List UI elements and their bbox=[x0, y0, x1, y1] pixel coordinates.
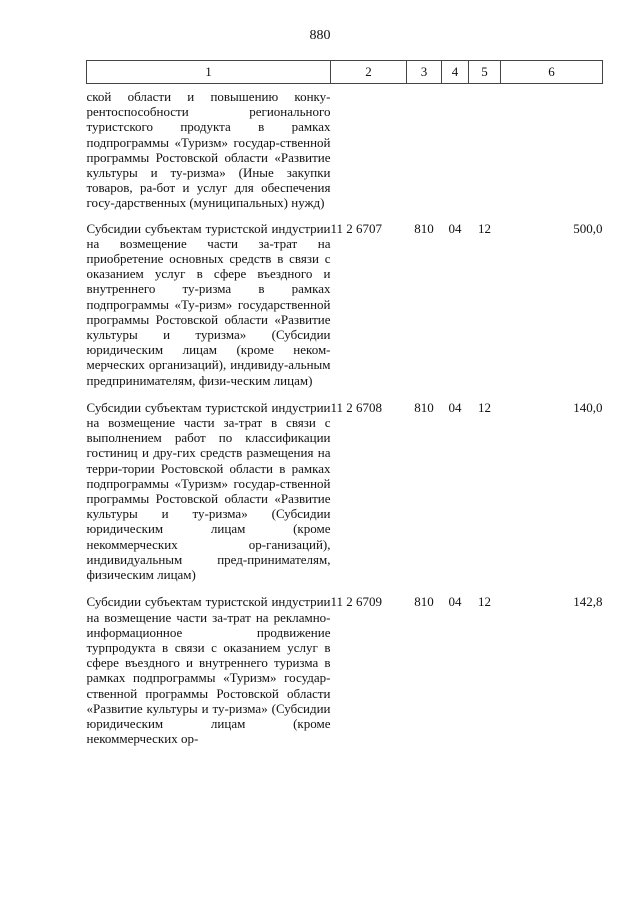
table-row bbox=[87, 594, 603, 758]
row-expense-type: 810 bbox=[414, 220, 434, 236]
row-section: 04 bbox=[448, 399, 462, 415]
row-target-code bbox=[331, 84, 407, 221]
table-header bbox=[87, 61, 603, 84]
table-body bbox=[87, 84, 603, 759]
row-target-code: 11 2 6709 bbox=[330, 594, 383, 610]
column-header-5: 5 bbox=[469, 61, 501, 84]
row-amount: 142,8 bbox=[573, 594, 603, 610]
row-section: 04 bbox=[448, 220, 462, 236]
row-amount bbox=[501, 84, 603, 221]
column-header-2: 2 bbox=[331, 61, 407, 84]
row-description: Субсидии субъектам туристской индустрии на возмещение части за-трат на рекламно-информационное продвижение турпродукта в связи с оказанием услуг в сфере въездного и внутреннего туризма в рамках подпрограммы «Туризм» государ-ственной программы Ростовской области «Развитие культуры и ту-ризма» (Субсидии юридическим лицам (кроме некоммерческих ор- bbox=[86, 594, 331, 747]
budget-table bbox=[86, 60, 603, 758]
row-expense-type: 810 bbox=[414, 399, 434, 415]
row-subsection bbox=[469, 84, 501, 221]
header-row bbox=[87, 61, 603, 84]
row-description: ской области и повышению конку-рентоспособности регионального туристского продукта в рамках подпрограммы «Туризм» государ-ственной программы Ростовской области «Развитие культуры и ту-ризма» (Иные закупки товаров, ра-бот и услуг для обеспечения госу-дарственных (муниципальных) нужд) bbox=[86, 89, 331, 211]
column-header-1: 1 bbox=[87, 61, 331, 84]
row-target-code: 11 2 6707 bbox=[330, 220, 383, 236]
row-amount: 140,0 bbox=[573, 399, 603, 415]
row-target-code: 11 2 6708 bbox=[330, 399, 383, 415]
column-header-4: 4 bbox=[442, 61, 469, 84]
column-header-6: 6 bbox=[501, 61, 603, 84]
table-row bbox=[87, 400, 603, 594]
table-row bbox=[87, 84, 603, 221]
row-subsection: 12 bbox=[478, 594, 491, 610]
column-header-3: 3 bbox=[407, 61, 442, 84]
row-subsection: 12 bbox=[478, 399, 491, 415]
row-section bbox=[442, 84, 469, 221]
row-description: Субсидии субъектам туристской индустрии на возмещение части за-трат на приобретение основных средств в связи с оказанием услуг в сфере въездного и внутреннего ту-ризма в рамках подпрограммы «Ту-ризм» государственной программы Ростовской области «Развитие культуры и туризма» (Субсидии юридическим лицам (кроме неком-мерческих организаций), индивиду-альным предпринимателям, физи-ческим лицам) bbox=[86, 220, 331, 388]
table-row bbox=[87, 221, 603, 400]
row-amount: 500,0 bbox=[573, 220, 603, 236]
row-section: 04 bbox=[448, 594, 462, 610]
row-subsection: 12 bbox=[478, 220, 491, 236]
page-number: 880 bbox=[309, 28, 331, 43]
row-expense-type bbox=[407, 84, 442, 221]
row-expense-type: 810 bbox=[414, 594, 434, 610]
row-description: Субсидии субъектам туристской индустрии на возмещение части за-трат в связи с выполнением работ по классификации гостиниц и дру-гих средств размещения на терри-тории Ростовской области в рамках подпрограммы «Туризм» государ-ственной программы Ростовской области «Развитие культуры и ту-ризма» (Субсидии юридическим лицам (кроме некоммерческих ор-ганизаций), индивидуальным пред-принимателям, физическим лицам) bbox=[86, 399, 331, 583]
